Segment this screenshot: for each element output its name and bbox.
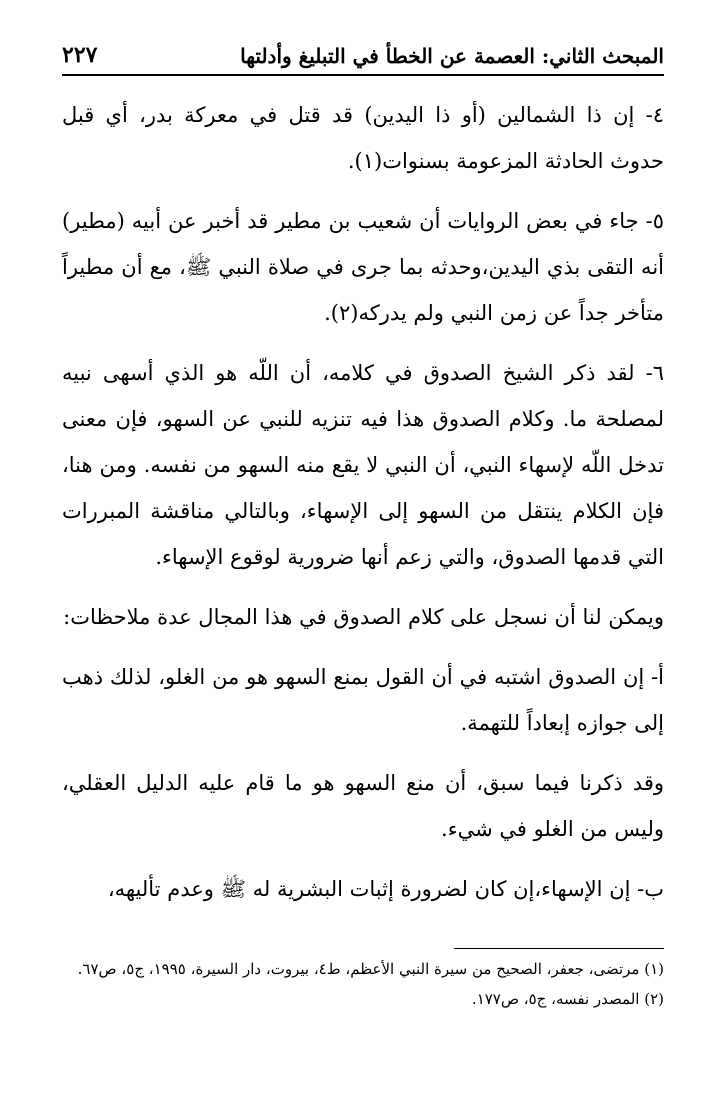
- footnote-divider: [454, 948, 664, 949]
- paragraph-point-4: ٤- إن ذا الشمالين (أو ذا اليدين) قد قتل في معركة بدر، أي قبل حدوث الحادثة المزعومة بسنوات(١).: [62, 103, 664, 173]
- page-header: [62, 28, 664, 76]
- running-title: المبحث الثاني: العصمة عن الخطأ في التبليغ وأدلتها: [240, 44, 664, 68]
- footnote-2: (٢) المصدر نفسه، ج٥، ص١٧٧.: [471, 990, 664, 1008]
- paragraph-point-6: ٦- لقد ذكر الشيخ الصدوق في كلامه، أن اللّه هو الذي أسهى نبيه لمصلحة ما. وكلام الصدوق هذا فيه تنزيه للنبي عن السهو، فإن معنى تدخل اللّه لإسهاء النبي، أن النبي لا يقع منه السهو من نفسه. ومن هنا، فإن الكلام ينتقل من السهو إلى الإسهاء، وبالتالي مناقشة المبررات التي قدمها الصدوق، والتي زعم أنها ضرورية لوقوع الإسهاء.: [62, 361, 664, 569]
- paragraph-observation-a: أ- إن الصدوق اشتبه في أن القول بمنع السهو هو من الغلو، لذلك ذهب إلى جوازه إبعاداً للتهمة.: [62, 665, 664, 735]
- paragraph-point-5: ٥- جاء في بعض الروايات أن شعيب بن مطير قد أخبر عن أبيه (مطير) أنه التقى بذي اليدين،وحدثه بما جرى في صلاة النبي ﷺ، مع أن مطيراً متأخر جداً عن زمن النبي ولم يدركه(٢).: [62, 209, 664, 325]
- main-text: [62, 92, 664, 922]
- footnote-1: (١) مرتضى، جعفر، الصحيح من سيرة النبي الأعظم، ط٤، بيروت، دار السيرة، ١٩٩٥، ج٥، ص٦٧.: [77, 960, 664, 978]
- paragraph-observations-intro: ويمكن لنا أن نسجل على كلام الصدوق في هذا المجال عدة ملاحظات:: [63, 605, 664, 629]
- paragraph-observation-b: ب- إن الإسهاء،إن كان لضرورة إثبات البشرية له ﷺ وعدم تأليهه،: [107, 877, 664, 901]
- page-number: ٢٢٧: [62, 42, 98, 68]
- footnotes: [62, 956, 664, 1016]
- paragraph-rebuttal: وقد ذكرنا فيما سبق، أن منع السهو هو ما قام عليه الدليل العقلي، وليس من الغلو في شيء.: [62, 771, 664, 841]
